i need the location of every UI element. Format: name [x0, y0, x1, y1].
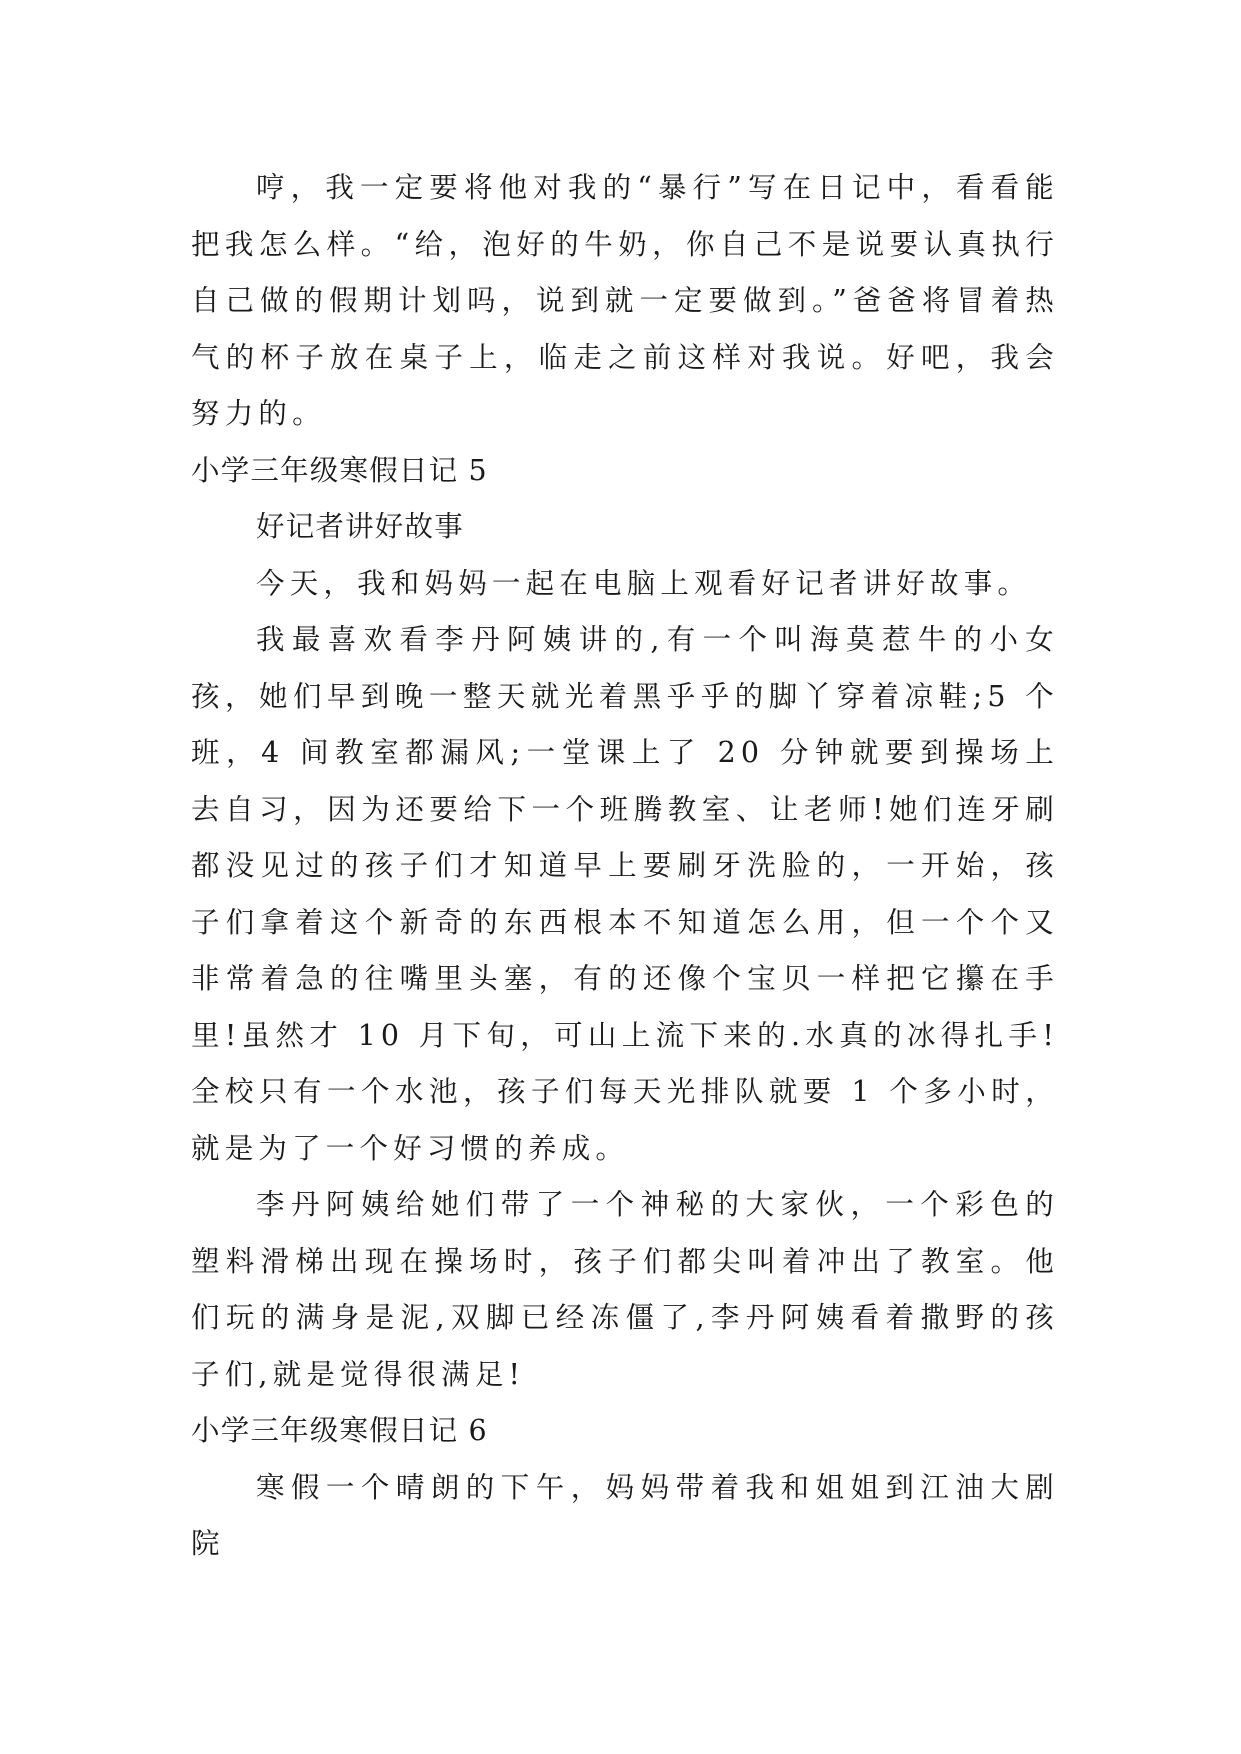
paragraph-li-dan-story: 我最喜欢看李丹阿姨讲的,有一个叫海莫惹牛的小女孩，她们早到晚一整天就光着黑乎乎的脚丫穿着凉鞋;5 个班，4 间教室都漏风;一堂课上了 20 分钟就要到操场上去自习，因为还要给下一个班腾教室、让老师!她们连牙刷都没见过的孩子们才知道早上要刷牙洗脸的，一开始，孩子们拿着这个新奇的东西根本不知道怎么用，但一个个又非常着急的往嘴里头塞，有的还像个宝贝一样把它攥在手里!虽然才 10 月下旬，可山上流下来的.水真的冰得扎手!全校只有一个水池，孩子们每天光排队就要 1 个多小时，就是为了一个好习惯的养成。 [191, 623, 1059, 1165]
paragraph-slide-gift: 李丹阿姨给她们带了一个神秘的大家伙，一个彩色的塑料滑梯出现在操场时，孩子们都尖叫着冲出了教室。他们玩的满身是泥,双脚已经冻僵了,李丹阿姨看着撒野的孩子们,就是觉得很满足! [191, 1188, 1059, 1391]
paragraph-watching-story: 今天，我和妈妈一起在电脑上观看好记者讲好故事。 [256, 566, 1032, 600]
paragraph-theater-trip: 寒假一个晴朗的下午，妈妈带着我和姐姐到江油大剧院 [191, 1470, 1059, 1560]
document-page [191, 160, 1059, 1573]
section-heading-diary-6: 小学三年级寒假日记 6 [191, 1414, 488, 1447]
paragraph-diary-ending: 哼，我一定要将他对我的“暴行”写在日记中，看看能把我怎么样。“给，泡好的牛奶，你自己不是说要认真执行自己做的假期计划吗，说到就一定要做到。”爸爸将冒着热气的杯子放在桌子上，临走之前这样对我说。好吧，我会努力的。 [191, 171, 1059, 430]
section-heading-diary-5: 小学三年级寒假日记 5 [191, 453, 488, 487]
section-subtitle-diary-5: 好记者讲好故事 [256, 510, 464, 543]
